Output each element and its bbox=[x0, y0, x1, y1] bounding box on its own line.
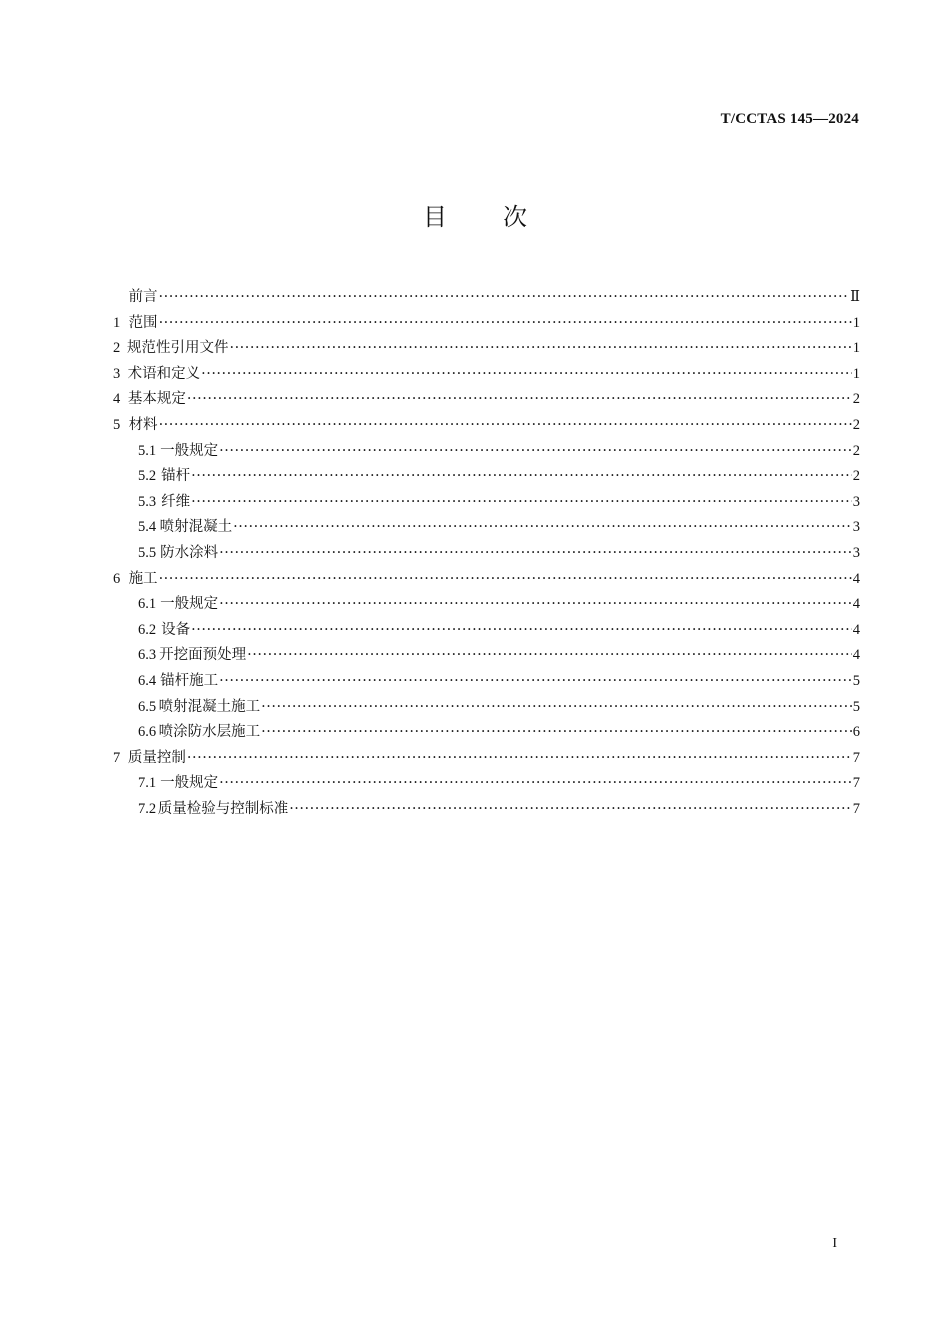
toc-entry-page: 2 bbox=[852, 391, 860, 408]
toc-entry-number: 7.2 bbox=[138, 800, 157, 817]
toc-entry[interactable] bbox=[113, 669, 860, 695]
toc-leader-dots bbox=[219, 592, 852, 618]
toc-entry-label: 防水涂料 bbox=[160, 544, 219, 561]
toc-leader-dots bbox=[201, 362, 852, 388]
toc-leader-dots bbox=[159, 567, 852, 593]
toc-leader-dots bbox=[159, 413, 852, 439]
toc-entry-number: 3 bbox=[113, 365, 121, 382]
toc-leader-dots bbox=[191, 618, 852, 644]
toc-entry-page: 7 bbox=[852, 775, 860, 792]
toc-entry-label: 开挖面预处理 bbox=[159, 647, 247, 664]
toc-entry-page: 1 bbox=[852, 314, 860, 331]
toc-entry[interactable] bbox=[113, 771, 860, 797]
toc-entry[interactable] bbox=[113, 285, 860, 311]
toc-entry-number: 4 bbox=[113, 391, 121, 408]
document-code: T/CCTAS 145—2024 bbox=[720, 111, 859, 127]
toc-title bbox=[0, 197, 950, 232]
toc-entry-page: 4 bbox=[852, 596, 860, 613]
toc-entry-page: 2 bbox=[852, 442, 860, 459]
toc-entry-label: 材料 bbox=[128, 416, 158, 433]
toc-entry[interactable] bbox=[113, 515, 860, 541]
toc-entry-number: 5 bbox=[113, 416, 121, 433]
toc-entry[interactable] bbox=[113, 464, 860, 490]
toc-entry-number: 6.4 bbox=[138, 672, 157, 689]
toc-entry-page: 4 bbox=[852, 647, 860, 664]
toc-entry-number: 6.3 bbox=[138, 647, 157, 664]
toc-entry-label: 喷射混凝土 bbox=[159, 519, 233, 536]
toc-entry-number: 5.4 bbox=[138, 519, 157, 536]
toc-entry[interactable] bbox=[113, 311, 860, 337]
toc-list bbox=[113, 285, 860, 822]
toc-entry-page: 7 bbox=[852, 749, 860, 766]
toc-entry-number: 1 bbox=[113, 314, 121, 331]
toc-entry-label: 前言 bbox=[128, 289, 158, 305]
toc-entry-page: 3 bbox=[852, 519, 860, 536]
toc-entry-page: 3 bbox=[852, 544, 860, 561]
toc-leader-dots bbox=[191, 464, 852, 490]
toc-entry[interactable] bbox=[113, 695, 860, 721]
toc-leader-dots bbox=[219, 439, 852, 465]
toc-leader-dots bbox=[247, 643, 852, 669]
toc-entry-page: 2 bbox=[852, 468, 860, 485]
toc-entry[interactable] bbox=[113, 413, 860, 439]
toc-entry-label: 术语和定义 bbox=[127, 365, 201, 382]
toc-entry-label: 一般规定 bbox=[160, 442, 219, 459]
toc-entry-label: 喷射混凝土施工 bbox=[158, 698, 261, 715]
toc-entry-page: Ⅱ bbox=[850, 289, 860, 305]
toc-leader-dots bbox=[219, 771, 852, 797]
toc-entry-number: 6.2 bbox=[138, 621, 157, 638]
toc-entry-label: 一般规定 bbox=[160, 596, 219, 613]
toc-entry[interactable] bbox=[113, 592, 860, 618]
toc-entry-page: 5 bbox=[852, 672, 860, 689]
toc-entry-page: 6 bbox=[852, 724, 860, 741]
toc-leader-dots bbox=[187, 387, 852, 413]
toc-leader-dots bbox=[219, 541, 852, 567]
toc-entry[interactable] bbox=[113, 797, 860, 823]
toc-entry-label: 喷涂防水层施工 bbox=[158, 724, 261, 741]
toc-entry-page: 3 bbox=[852, 493, 860, 510]
toc-entry-number: 6.5 bbox=[138, 698, 157, 715]
toc-leader-dots bbox=[229, 336, 851, 362]
toc-title-part2: 次 bbox=[503, 203, 527, 231]
toc-leader-dots bbox=[159, 311, 852, 337]
toc-entry-label: 质量检验与控制标准 bbox=[157, 800, 289, 817]
toc-entry[interactable] bbox=[113, 336, 860, 362]
toc-entry[interactable] bbox=[113, 746, 860, 772]
page-number: I bbox=[832, 1236, 837, 1251]
toc-entry[interactable] bbox=[113, 490, 860, 516]
toc-leader-dots bbox=[261, 695, 852, 721]
toc-entry-number: 6 bbox=[113, 570, 121, 587]
toc-entry[interactable] bbox=[113, 362, 860, 388]
toc-entry-number: 7 bbox=[113, 749, 121, 766]
toc-entry[interactable] bbox=[113, 387, 860, 413]
toc-leader-dots bbox=[191, 490, 852, 516]
toc-entry-label: 一般规定 bbox=[160, 775, 219, 792]
toc-entry-number: 6.1 bbox=[138, 596, 157, 613]
toc-entry-label: 纤维 bbox=[161, 493, 191, 510]
toc-entry[interactable] bbox=[113, 439, 860, 465]
toc-leader-dots bbox=[289, 797, 852, 823]
toc-entry-label: 施工 bbox=[128, 570, 158, 587]
toc-entry-label: 规范性引用文件 bbox=[126, 340, 229, 357]
toc-entry-label: 锚杆施工 bbox=[160, 672, 219, 689]
toc-leader-dots bbox=[261, 720, 852, 746]
toc-entry-number: 5.3 bbox=[138, 493, 157, 510]
toc-entry-number: 5.1 bbox=[138, 442, 157, 459]
toc-entry-page: 5 bbox=[852, 698, 860, 715]
toc-leader-dots bbox=[219, 669, 852, 695]
toc-entry-label: 基本规定 bbox=[127, 391, 186, 408]
toc-entry-number: 6.6 bbox=[138, 724, 157, 741]
toc-title-part1: 目 bbox=[423, 203, 447, 231]
toc-entry-number: 2 bbox=[113, 340, 121, 357]
toc-entry-label: 质量控制 bbox=[127, 749, 186, 766]
toc-entry-page: 4 bbox=[852, 570, 860, 587]
toc-entry-page: 1 bbox=[852, 365, 860, 382]
toc-entry-number: 5.5 bbox=[138, 544, 157, 561]
toc-entry[interactable] bbox=[113, 567, 860, 593]
toc-entry-page: 2 bbox=[852, 416, 860, 433]
toc-entry[interactable] bbox=[113, 643, 860, 669]
toc-leader-dots bbox=[187, 746, 852, 772]
toc-entry-number: 7.1 bbox=[138, 775, 157, 792]
toc-entry-label: 范围 bbox=[128, 314, 158, 331]
toc-entry[interactable] bbox=[113, 541, 860, 567]
toc-entry-number: 5.2 bbox=[138, 468, 157, 485]
toc-entry[interactable] bbox=[113, 720, 860, 746]
toc-entry-label: 设备 bbox=[161, 621, 191, 638]
toc-leader-dots bbox=[233, 515, 852, 541]
toc-entry[interactable] bbox=[113, 618, 860, 644]
toc-entry-page: 7 bbox=[852, 800, 860, 817]
toc-entry-page: 4 bbox=[852, 621, 860, 638]
toc-entry-label: 锚杆 bbox=[161, 468, 191, 485]
toc-leader-dots bbox=[159, 285, 850, 311]
toc-entry-page: 1 bbox=[852, 340, 860, 357]
